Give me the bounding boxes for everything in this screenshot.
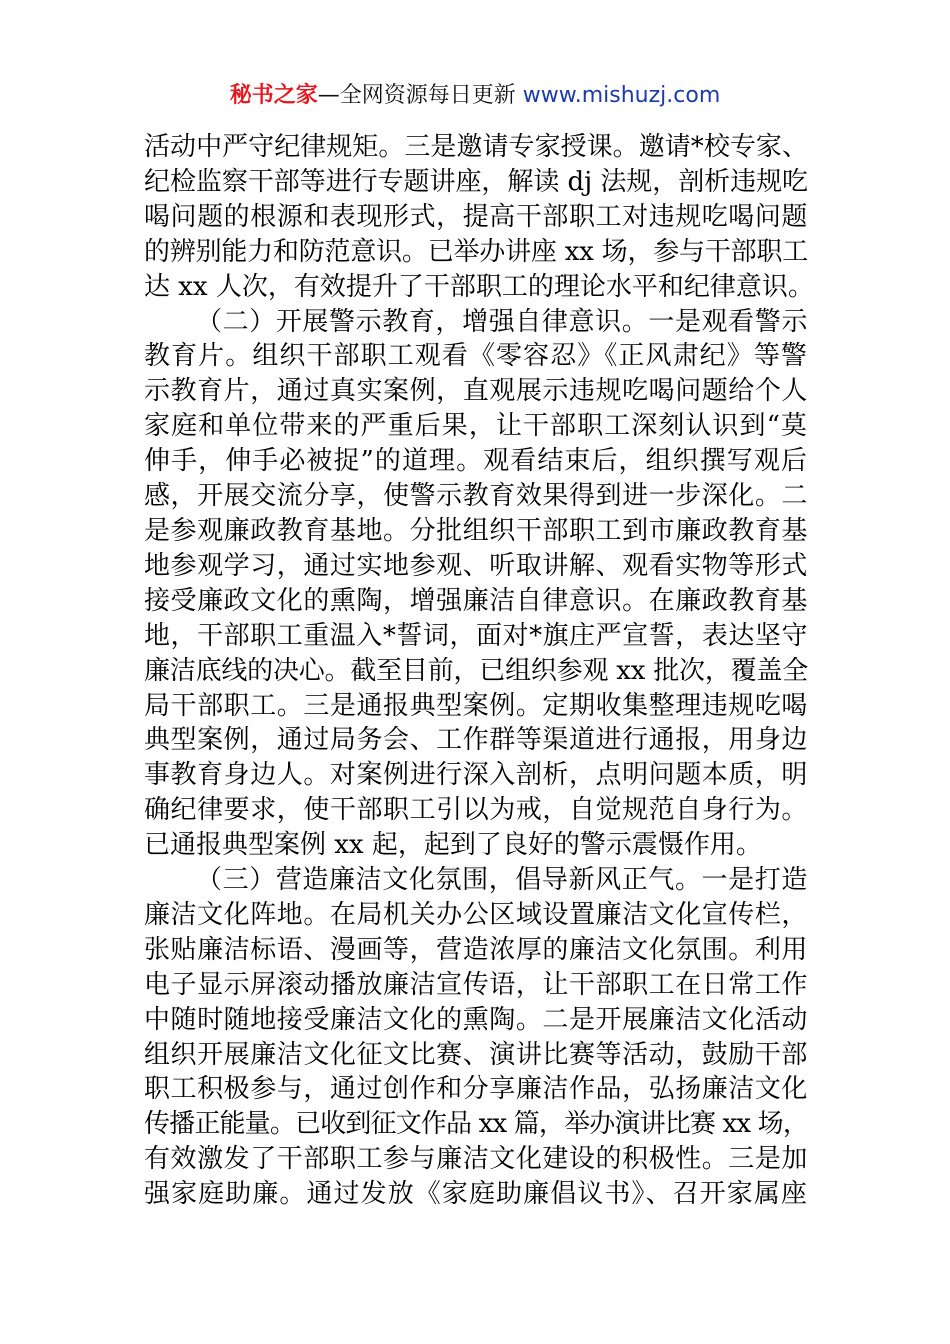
text-line: 地，干部职工重温入*誓词，面对*旗庄严宣誓，表达坚守 (144, 620, 808, 651)
paragraph-clean-culture (144, 863, 808, 1212)
site-tagline: —全网资源每日更新 (317, 83, 523, 108)
text-line: 教育片。组织干部职工观看《零容忍》《正风肃纪》等警 (144, 341, 808, 372)
text-line: （二）开展警示教育，增强自律意识。一是观看警示 (196, 306, 808, 337)
text-line: 家庭和单位带来的严重后果，让干部职工深刻认识到“莫 (144, 411, 808, 442)
text-line: 传播正能量。已收到征文作品 xx 篇，举办演讲比赛 xx 场， (144, 1109, 808, 1140)
site-header (0, 80, 950, 112)
text-line: （三）营造廉洁文化氛围，倡导新风正气。一是打造 (196, 865, 808, 896)
text-line: 地参观学习，通过实地参观、听取讲解、观看实物等形式 (144, 550, 808, 581)
text-line: 活动中严守纪律规矩。三是邀请专家授课。邀请*校专家、 (144, 132, 808, 162)
text-line: 已通报典型案例 xx 起，起到了良好的警示震慑作用。 (144, 830, 762, 861)
text-line: 确纪律要求，使干部职工引以为戒，自觉规范自身行为。 (144, 795, 808, 826)
text-line: 电子显示屏滚动播放廉洁宣传语，让干部职工在日常工作 (144, 969, 808, 1000)
text-line: 张贴廉洁标语、漫画等，营造浓厚的廉洁文化氛围。利用 (144, 934, 808, 965)
text-line: 接受廉政文化的熏陶，增强廉洁自律意识。在廉政教育基 (144, 585, 808, 616)
site-url: www.mishuzj.com (522, 83, 721, 108)
text-line: 廉洁底线的决心。截至目前，已组织参观 xx 批次，覆盖全 (144, 655, 808, 686)
text-line: 伸手，伸手必被捉”的道理。观看结束后，组织撰写观后 (144, 446, 808, 477)
text-line: 典型案例，通过局务会、工作群等渠道进行通报，用身边 (144, 725, 808, 756)
text-line: 职工积极参与，通过创作和分享廉洁作品，弘扬廉洁文化 (144, 1074, 808, 1105)
text-line: 局干部职工。三是通报典型案例。定期收集整理违规吃喝 (144, 690, 808, 721)
paragraph-continuation (144, 130, 814, 305)
text-line: 的辨别能力和防范意识。已举办讲座 xx 场，参与干部职工 (144, 236, 808, 267)
text-line: 强家庭助廉。通过发放《家庭助廉倡议书》、召开家属座 (144, 1179, 808, 1210)
text-line: 事教育身边人。对案例进行深入剖析，点明问题本质，明 (144, 760, 808, 791)
paragraph-warning-education (144, 305, 808, 864)
text-line: 喝问题的根源和表现形式，提高干部职工对违规吃喝问题 (144, 201, 808, 232)
text-line: 是参观廉政教育基地。分批组织干部职工到市廉政教育基 (144, 515, 808, 546)
text-line: 组织开展廉洁文化征文比赛、演讲比赛等活动，鼓励干部 (144, 1039, 808, 1070)
text-line: 示教育片，通过真实案例，直观展示违规吃喝问题给个人 (144, 376, 808, 407)
document-body (144, 130, 814, 1212)
site-brand: 秘书之家 (229, 83, 318, 108)
text-line: 中随时随地接受廉洁文化的熏陶。二是开展廉洁文化活动 (144, 1004, 808, 1035)
text-line: 有效激发了干部职工参与廉洁文化建设的积极性。三是加 (144, 1144, 808, 1175)
text-line: 感，开展交流分享，使警示教育效果得到进一步深化。二 (144, 481, 808, 512)
text-line: 廉洁文化阵地。在局机关办公区域设置廉洁文化宣传栏， (144, 899, 808, 930)
text-line: 纪检监察干部等进行专题讲座，解读 dj 法规，剖析违规吃 (144, 166, 808, 197)
text-line: 达 xx 人次，有效提升了干部职工的理论水平和纪律意识。 (144, 271, 814, 302)
